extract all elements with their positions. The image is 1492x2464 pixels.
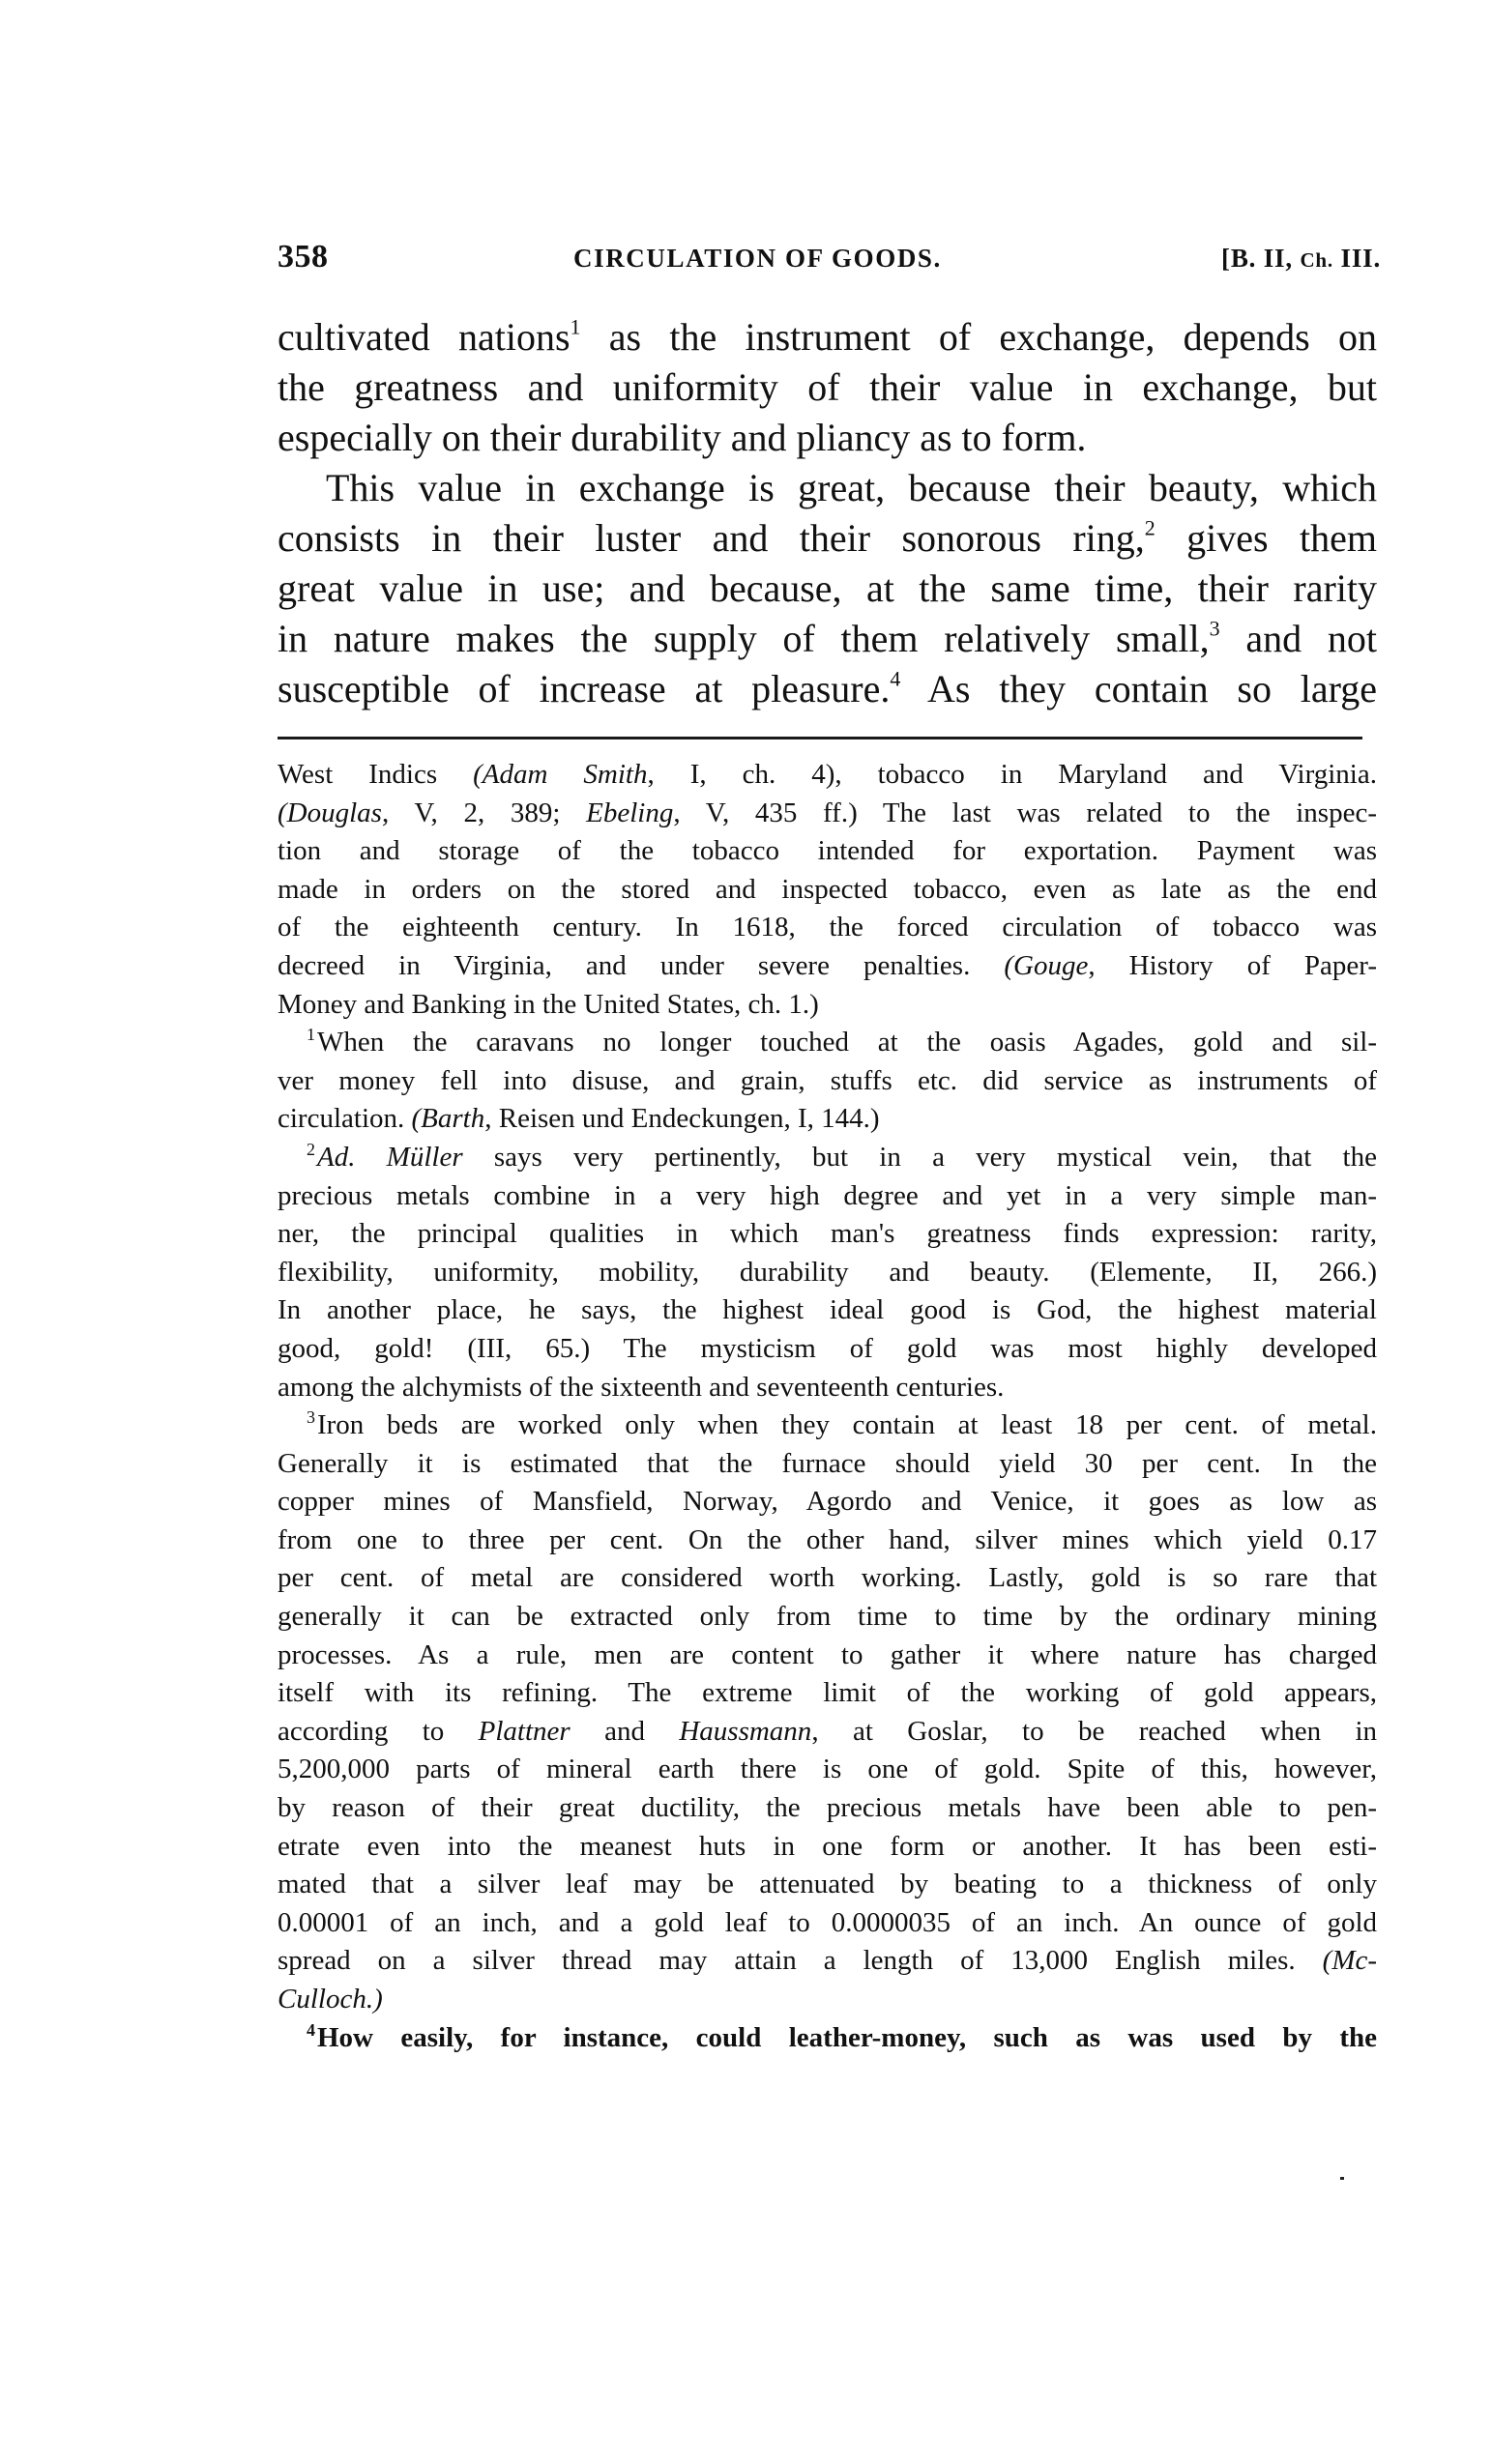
text-run: This value in exchange is great, because their beauty, which <box>326 466 1377 509</box>
footnote-line <box>278 1215 1377 1254</box>
footnote-line <box>278 1177 1377 1216</box>
text-run: etrate even into the meanest huts in one form or another. It has been esti- <box>278 1830 1377 1862</box>
text-run: good, gold! (III, 65.) The mysticism of gold was most highly developed <box>278 1332 1377 1364</box>
text-run: generally it can be extracted only from time to time by the ordinary mining <box>278 1601 1377 1633</box>
text-run: Money and Banking in the United States, ch. 1.) <box>278 988 819 1020</box>
text-run: West Indics <box>278 759 474 790</box>
text-run: ver money fell into disuse, and grain, stuffs etc. did service as instruments of <box>278 1064 1377 1096</box>
body-line <box>278 664 1377 714</box>
running-header <box>278 238 1381 276</box>
footnote-line <box>278 1713 1377 1752</box>
footnote-reference: 4 <box>890 666 901 691</box>
italic-citation: Haussmann <box>679 1715 812 1747</box>
footnote-line <box>278 795 1377 833</box>
chapter-ref-ch: Ch. <box>1300 248 1333 272</box>
italic-citation: Culloch.) <box>278 1984 383 2015</box>
footnote-line <box>278 1330 1377 1369</box>
body-paragraphs <box>278 312 1377 714</box>
text-run: from one to three per cent. On the other hand, silver mines which yield 0.17 <box>278 1523 1377 1555</box>
footnote-line <box>278 1369 1377 1407</box>
italic-citation: (Mc- <box>1322 1945 1377 1977</box>
footnote-line <box>278 1291 1377 1330</box>
footnote-line <box>278 1942 1377 1981</box>
text-run: copper mines of Mansfield, Norway, Agordo and Venice, it goes as low as <box>278 1486 1377 1518</box>
text-run: the greatness and uniformity of their value in exchange, but <box>278 365 1377 409</box>
chapter-reference <box>1221 241 1381 277</box>
print-speck <box>1340 2177 1344 2180</box>
footnote-line <box>278 1751 1377 1789</box>
footnote-line <box>278 1674 1377 1713</box>
text-run: , V, 435 ff.) The last was related to the inspec- <box>673 797 1377 828</box>
text-run: of the eighteenth century. In 1618, the forced circulation of tobacco was <box>278 912 1377 943</box>
text-run: as the instrument of exchange, depends on <box>580 315 1377 359</box>
footnote-line <box>278 1522 1377 1560</box>
footnote-line <box>278 1445 1377 1484</box>
footnote-line <box>278 1100 1377 1139</box>
body-line <box>278 463 1377 513</box>
text-run: says very pertinently, but in a very mystical vein, that the <box>462 1141 1377 1173</box>
text-run: , at Goslar, to be reached when in <box>811 1715 1378 1747</box>
text-run: precious metals combine in a very high degree and yet in a very simple man- <box>278 1179 1377 1211</box>
text-run: processes. As a rule, men are content to gather it where nature has charged <box>278 1638 1377 1670</box>
italic-citation: Ebeling <box>586 797 674 828</box>
footnotes <box>278 756 1377 2057</box>
text-run: consists in their luster and their sonorous ring, <box>278 516 1145 560</box>
footnote-line <box>278 1637 1377 1675</box>
text-run: In another place, he says, the highest ideal good is God, the highest material <box>278 1294 1377 1326</box>
page-number: 358 <box>278 239 329 275</box>
text-run: How easily, for instance, could leather-money, such as was used by the <box>316 2021 1377 2053</box>
body-line <box>278 513 1377 564</box>
italic-citation: Ad. Müller <box>316 1141 463 1173</box>
text-run: circulation. <box>278 1103 412 1135</box>
text-run: When the caravans no longer touched at the oasis Agades, gold and sil- <box>316 1027 1377 1058</box>
body-line <box>278 614 1377 664</box>
text-run: mated that a silver leaf may be attenuated by beating to a thickness of only <box>278 1869 1377 1900</box>
italic-citation: (Adam Smith <box>473 759 648 790</box>
text-run: , History of Paper- <box>1088 949 1377 981</box>
text-run: and not <box>1219 617 1377 660</box>
footnote-line <box>278 1866 1377 1904</box>
text-run: , Reisen und Endeckungen, I, 144.) <box>484 1103 880 1135</box>
footnote-line <box>278 2019 1377 2058</box>
text-run: tion and storage of the tobacco intended for exportation. Payment was <box>278 835 1377 867</box>
text-run: by reason of their great ductility, the precious metals have been able to pen- <box>278 1792 1377 1824</box>
text-run: especially on their durability and pliancy as to form. <box>278 416 1087 459</box>
italic-citation: (Douglas <box>278 797 382 828</box>
footnote-reference: 2 <box>1144 515 1156 540</box>
footnote-line <box>278 832 1377 871</box>
chapter-ref-prefix: [B. II, <box>1221 244 1301 273</box>
text-run: gives them <box>1155 516 1377 560</box>
text-run: in nature makes the supply of them relatively small, <box>278 617 1210 660</box>
footnote-line <box>278 909 1377 947</box>
footnote-line <box>278 1598 1377 1637</box>
text-run: Iron beds are worked only when they contain at least 18 per cent. of metal. <box>316 1409 1377 1441</box>
text-run: ner, the principal qualities in which man's greatness finds expression: rarity, <box>278 1218 1377 1250</box>
footnote-line <box>278 1981 1377 2019</box>
text-run: cultivated nations <box>278 315 570 359</box>
text-run: flexibility, uniformity, mobility, durability and beauty. (Elemente, II, 266.) <box>278 1256 1377 1288</box>
footnote-reference: 1 <box>570 314 581 339</box>
italic-citation: Plattner <box>478 1715 570 1747</box>
body-line <box>278 564 1377 614</box>
running-title: CIRCULATION OF GOODS. <box>573 244 942 273</box>
footnote-line <box>278 986 1377 1025</box>
footnote-line <box>278 1789 1377 1828</box>
text-run: per cent. of metal are considered worth working. Lastly, gold is so rare that <box>278 1562 1377 1594</box>
body-line <box>278 413 1377 463</box>
footnote-line <box>278 1559 1377 1598</box>
footnote-divider-rule <box>278 737 1362 739</box>
text-run: 0.00001 of an inch, and a gold leaf to 0.0000035 of an inch. An ounce of gold <box>278 1906 1377 1938</box>
footnote-number: 2 <box>307 1140 315 1160</box>
footnote-number: 4 <box>307 2019 315 2040</box>
footnote-line <box>278 1904 1377 1943</box>
text-run: As they contain so large <box>900 667 1377 710</box>
text-run: 5,200,000 parts of mineral earth there is one of gold. Spite of this, however, <box>278 1754 1377 1785</box>
italic-citation: (Barth <box>411 1103 485 1135</box>
footnote-line <box>278 1024 1377 1062</box>
chapter-ref-suffix: III. <box>1332 244 1381 273</box>
body-line <box>278 362 1377 413</box>
text-run: Generally it is estimated that the furnace should yield 30 per cent. In the <box>278 1447 1377 1479</box>
text-run: itself with its refining. The extreme limit of the working of gold appears, <box>278 1677 1377 1709</box>
footnote-number: 3 <box>307 1407 315 1428</box>
footnote-line <box>278 1062 1377 1101</box>
footnote-line <box>278 947 1377 986</box>
footnote-line <box>278 1254 1377 1292</box>
italic-citation: (Gouge <box>1004 949 1089 981</box>
text-run: decreed in Virginia, and under severe penalties. <box>278 949 1005 981</box>
text-run: spread on a silver thread may attain a length of 13,000 English miles. <box>278 1945 1323 1977</box>
text-run: and <box>570 1715 680 1747</box>
text-run: , V, 2, 389; <box>381 797 587 828</box>
body-line <box>278 312 1377 362</box>
text-run: susceptible of increase at pleasure. <box>278 667 891 710</box>
footnote-line <box>278 1406 1377 1445</box>
text-run: made in orders on the stored and inspected tobacco, even as late as the end <box>278 873 1377 905</box>
footnote-line <box>278 871 1377 910</box>
text-run: according to <box>278 1715 479 1747</box>
footnote-number: 1 <box>307 1025 315 1045</box>
text-run: , I, ch. 4), tobacco in Maryland and Virginia. <box>647 759 1377 790</box>
footnote-line <box>278 756 1377 795</box>
footnote-line <box>278 1139 1377 1177</box>
text-run: among the alchymists of the sixteenth and seventeenth centuries. <box>278 1371 1005 1403</box>
footnote-line <box>278 1483 1377 1522</box>
footnote-line <box>278 1828 1377 1867</box>
text-run: great value in use; and because, at the same time, their rarity <box>278 566 1377 610</box>
footnote-reference: 3 <box>1209 616 1220 641</box>
